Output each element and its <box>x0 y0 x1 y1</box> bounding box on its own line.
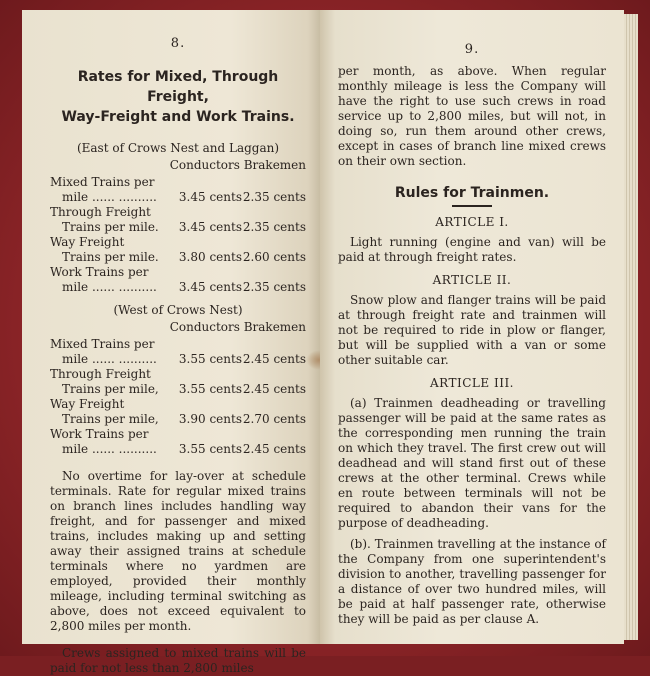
brakeman-rate: 2.45 cents <box>242 442 306 456</box>
rate-row <box>50 205 306 235</box>
rate-label-line1: Mixed Trains per <box>50 337 155 351</box>
region-west: (West of Crows Nest) <box>113 303 243 317</box>
rate-row <box>50 427 306 457</box>
rate-label <box>50 205 168 235</box>
rate-label-line2: Trains per mile. <box>62 220 159 234</box>
heading-rule <box>452 205 492 207</box>
rate-label-line2: Trains per mile. <box>62 250 159 264</box>
rate-label <box>50 397 168 427</box>
rate-label-line1: Work Trains per <box>50 265 149 279</box>
page-number-right: 9. <box>464 42 480 57</box>
rate-label <box>50 427 168 457</box>
region-east: (East of Crows Nest and Laggan) <box>76 141 280 155</box>
rate-label-line2: Trains per mile, <box>62 382 159 396</box>
rate-label <box>50 337 168 367</box>
brakeman-rate: 2.35 cents <box>242 280 306 294</box>
left-page <box>22 10 320 675</box>
brakeman-rate: 2.70 cents <box>242 412 306 426</box>
rate-row <box>50 397 306 427</box>
rates-west <box>50 337 306 457</box>
rates-title <box>50 67 306 127</box>
rates-title-line2: Way-Freight and Work Trains. <box>61 109 295 125</box>
rate-label-line1: Through Freight <box>50 367 151 381</box>
conductor-rate: 3.45 cents <box>178 280 242 294</box>
rate-label-line1: Work Trains per <box>50 427 149 441</box>
rate-row <box>50 175 306 205</box>
article-2-heading: ARTICLE II. <box>432 273 512 287</box>
rules-heading: Rules for Trainmen. <box>394 185 550 201</box>
right-page <box>320 10 624 644</box>
article-3-clause-a: (a) Trainmen deadheading or travelling passenger will be paid at the same rates as the corresponding men running the train on which they travel. The first crew out will deadhead and will stand first out of these crews at the other terminal. Crews while en route between terminals will not be required to abandon their vans for the purpose of deadheading. <box>338 396 606 530</box>
rate-label-line1: Way Freight <box>50 397 125 411</box>
article-1-text: Light running (engine and van) will be paid at through freight rates. <box>338 235 606 264</box>
rate-label-line1: Through Freight <box>50 205 151 219</box>
article-3-heading: ARTICLE III. <box>430 376 514 390</box>
rate-label <box>50 265 168 295</box>
conductor-rate: 3.80 cents <box>178 250 242 264</box>
conductor-rate: 3.55 cents <box>178 382 242 396</box>
article-2-text: Snow plow and flanger trains will be paid at through freight rate and trainmen will not be required to ride in plow or flanger, but will be supplied with a van or some other suitable car. <box>338 293 606 367</box>
conductor-rate: 3.45 cents <box>178 190 242 204</box>
brakeman-rate: 2.35 cents <box>242 190 306 204</box>
rate-label-line2: mile ...... .......... <box>62 190 157 204</box>
rate-row <box>50 235 306 265</box>
rate-row <box>50 367 306 397</box>
brakeman-rate: 2.45 cents <box>242 382 306 396</box>
rate-label-line2: mile ...... .......... <box>62 442 157 456</box>
rate-label <box>50 235 168 265</box>
rate-label-line2: mile ...... .......... <box>62 352 157 366</box>
continued-paragraph: per month, as above. When regular monthly mileage is less the Company will have the right to use such crews in road service up to 2,800 miles, but will not, in doing so, run them around other crews, except in cases of branch line mixed crews on their own section. <box>338 64 606 168</box>
column-headers-east: Conductors Brakemen <box>169 158 306 172</box>
mixed-crews-paragraph: Crews assigned to mixed trains will be paid for not less than 2,800 miles <box>50 646 306 675</box>
page-edges <box>624 14 638 640</box>
rate-label-line2: Trains per mile, <box>62 412 159 426</box>
rate-row <box>50 337 306 367</box>
page-number-left: 8. <box>170 36 186 51</box>
overtime-paragraph: No overtime for lay-over at schedule terminals. Rate for regular mixed trains on branch lines includes handling way freight, and for passenger and mixed trains, includes making up and setting away their assigned trains at schedule terminals where no yardmen are employed, provided their monthly mileage, including terminal switching as above, does not exceed equivalent to 2,800 miles per month. <box>50 469 306 633</box>
conductor-rate: 3.55 cents <box>178 442 242 456</box>
rates-east <box>50 175 306 295</box>
conductor-rate: 3.45 cents <box>178 220 242 234</box>
rate-label-line1: Mixed Trains per <box>50 175 155 189</box>
rate-label <box>50 175 168 205</box>
column-headers-west: Conductors Brakemen <box>169 320 306 334</box>
brakeman-rate: 2.60 cents <box>242 250 306 264</box>
brakeman-rate: 2.35 cents <box>242 220 306 234</box>
rate-label <box>50 367 168 397</box>
conductor-rate: 3.90 cents <box>178 412 242 426</box>
brakeman-rate: 2.45 cents <box>242 352 306 366</box>
article-3-clause-b: (b). Trainmen travelling at the instance of the Company from one superintendent's division to another, travelling passenger for a distance of over two hundred miles, will be paid at half passenger rate, otherwise they will be paid as per clause A. <box>338 537 606 626</box>
conductor-rate: 3.55 cents <box>178 352 242 366</box>
rate-row <box>50 265 306 295</box>
rate-label-line2: mile ...... .......... <box>62 280 157 294</box>
rates-title-line1: Rates for Mixed, Through Freight, <box>77 69 279 105</box>
rate-label-line1: Way Freight <box>50 235 125 249</box>
article-1-heading: ARTICLE I. <box>435 215 509 229</box>
